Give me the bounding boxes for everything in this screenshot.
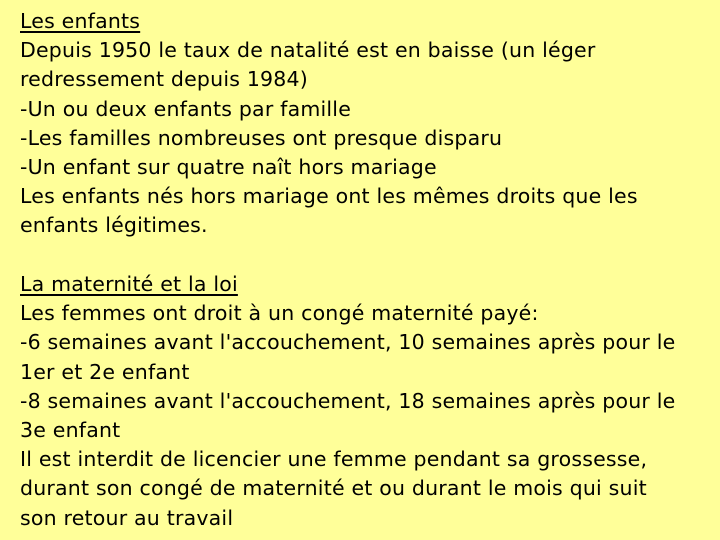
text-line: enfants légitimes.: [20, 213, 208, 238]
text-line: -Un enfant sur quatre naît hors mariage: [20, 155, 437, 180]
text-line: Il est interdit de licencier une femme pendant sa grossesse,: [20, 447, 648, 472]
text-line: -6 semaines avant l'accouchement, 10 semaines après pour le: [20, 330, 676, 355]
text-line: Les femmes ont droit à un congé maternité payé:: [20, 301, 539, 326]
text-line: -Les familles nombreuses ont presque disparu: [20, 125, 503, 150]
section-maternite: [20, 270, 710, 533]
text-line: redressement depuis 1984): [20, 67, 308, 92]
section-heading: La maternité et la loi: [20, 272, 238, 296]
section-heading: Les enfants: [20, 9, 141, 33]
text-line: 3e enfant: [20, 418, 121, 443]
section-enfants: [20, 7, 710, 241]
text-line: durant son congé de maternité et ou durant le mois qui suit: [20, 476, 647, 501]
text-line: Les enfants nés hors mariage ont les mêmes droits que les: [20, 184, 638, 209]
text-line: -Un ou deux enfants par famille: [20, 96, 352, 121]
text-line: son retour au travail: [20, 505, 234, 530]
text-line: Depuis 1950 le taux de natalité est en baisse (un léger: [20, 38, 596, 63]
text-line: 1er et 2e enfant: [20, 359, 190, 384]
text-line: -8 semaines avant l'accouchement, 18 semaines après pour le: [20, 388, 676, 413]
